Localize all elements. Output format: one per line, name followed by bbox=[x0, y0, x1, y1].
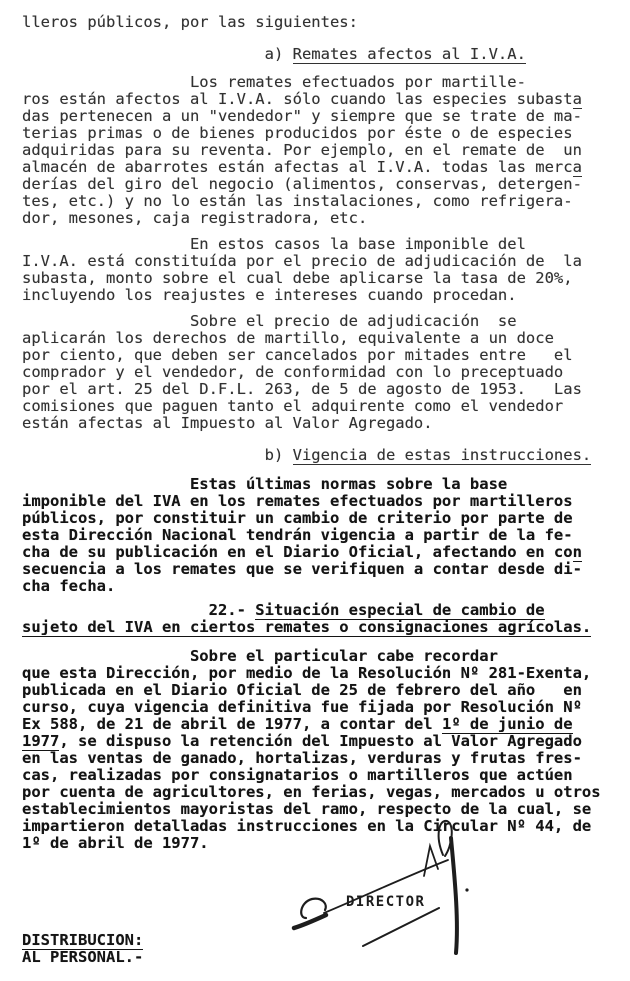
section-a-paragraph-1 bbox=[22, 74, 624, 227]
text-line: establecimientos mayoristas del ramo, respecto de la cual, se bbox=[22, 800, 592, 818]
opening-line bbox=[22, 14, 624, 31]
section-a-heading bbox=[22, 46, 624, 63]
text-line: lleros públicos, por las siguientes: bbox=[22, 13, 358, 31]
section-b-paragraph-1 bbox=[22, 476, 624, 595]
text-line: subasta, monto sobre el cual debe aplicarse la tasa de 20%, bbox=[22, 269, 573, 287]
text-line: por el art. 25 del D.F.L. 263, de 5 de agosto de 1953. Las bbox=[22, 380, 582, 398]
text-line: Sobre el particular cabe recordar bbox=[22, 647, 498, 665]
signature-scribble-icon bbox=[240, 812, 490, 967]
text-line: a) Remates afectos al I.V.A. bbox=[22, 45, 526, 63]
text-line: incluyendo los reajustes e intereses cuando procedan. bbox=[22, 286, 517, 304]
text-line: están afectas al Impuesto al Valor Agregado. bbox=[22, 414, 433, 432]
text-line: b) Vigencia de estas instrucciones. bbox=[22, 446, 592, 464]
text-line: por cuenta de agricultores, en ferias, vegas, mercados u otros bbox=[22, 783, 601, 801]
text-line: I.V.A. está constituída por el precio de adjudicación de la bbox=[22, 252, 582, 270]
text-line: terias primas o de bienes producidos por éste o de especies bbox=[22, 124, 573, 142]
section-a-paragraph-2 bbox=[22, 236, 624, 304]
text-line: Sobre el precio de adjudicación se bbox=[22, 312, 517, 330]
text-line: 22.- Situación especial de cambio de bbox=[22, 601, 545, 619]
text-line: En estos casos la base imponible del bbox=[22, 235, 526, 253]
distribution-value: AL PERSONAL.- bbox=[22, 948, 144, 966]
text-line: ros están afectos al I.V.A. sólo cuando las especies subasta bbox=[22, 90, 582, 108]
text-line: secuencia a los remates que se verifiquen a contar desde di- bbox=[22, 560, 582, 578]
text-line: curso, cuya vigencia definitiva fue fijada por Resolución Nº bbox=[22, 698, 582, 716]
document-body bbox=[22, 14, 624, 852]
text-line: Los remates efectuados por martille- bbox=[22, 73, 526, 91]
text-line: Estas últimas normas sobre la base bbox=[22, 475, 508, 493]
section-b-heading bbox=[22, 447, 624, 464]
text-line: comisiones que paguen tanto el adquirente como el vendedor bbox=[22, 397, 564, 415]
text-line: 1º de abril de 1977. bbox=[22, 834, 209, 852]
text-line: sujeto del IVA en ciertos remates o consignaciones agrícolas. bbox=[22, 618, 592, 636]
text-line: Ex 588, de 21 de abril de 1977, a contar del 1º de junio de bbox=[22, 715, 573, 733]
text-line: aplicarán los derechos de martillo, equivalente a un doce bbox=[22, 329, 554, 347]
section-a-paragraph-3 bbox=[22, 313, 624, 432]
text-line: cas, realizadas por consignatarios o martilleros que actúen bbox=[22, 766, 573, 784]
text-line: cha de su publicación en el Diario Oficial, afectando en con bbox=[22, 543, 582, 561]
text-line: almacén de abarrotes están afectas al I.V.A. todas las merca bbox=[22, 158, 582, 176]
text-line: publicada en el Diario Oficial de 25 de febrero del año en bbox=[22, 681, 582, 699]
distribution-label: DISTRIBUCION: bbox=[22, 931, 144, 949]
text-line: en las ventas de ganado, hortalizas, verduras y frutas fres- bbox=[22, 749, 582, 767]
text-line: que esta Dirección, por medio de la Resolución Nº 281-Exenta, bbox=[22, 664, 592, 682]
section-22-heading bbox=[22, 602, 624, 636]
text-line: cha fecha. bbox=[22, 577, 116, 595]
text-line: esta Dirección Nacional tendrán vigencia a partir de la fe- bbox=[22, 526, 573, 544]
text-line: derías del giro del negocio (alimentos, conservas, detergen- bbox=[22, 175, 582, 193]
distribution-block bbox=[22, 932, 143, 966]
text-line: comprador y el vendedor, de conformidad con lo preceptuado bbox=[22, 363, 564, 381]
text-line: tes, etc.) y no lo están las instalaciones, como refrigera- bbox=[22, 192, 573, 210]
text-line: públicos, por constituir un cambio de criterio por parte de bbox=[22, 509, 573, 527]
text-line: por ciento, que deben ser cancelados por mitades entre el bbox=[22, 346, 573, 364]
signature bbox=[240, 812, 490, 967]
director-label: DIRECTOR bbox=[346, 894, 426, 910]
text-line: adquiridas para su reventa. Por ejemplo, en el remate de un bbox=[22, 141, 582, 159]
text-line: das pertenecen a un "vendedor" y siempre que se trate de ma- bbox=[22, 107, 582, 125]
text-line: impartieron detalladas instrucciones en la Circular Nº 44, de bbox=[22, 817, 592, 835]
text-line: imponible del IVA en los remates efectuados por martilleros bbox=[22, 492, 573, 510]
text-line: 1977, se dispuso la retención del Impuesto al Valor Agregado bbox=[22, 732, 582, 750]
text-line: dor, mesones, caja registradora, etc. bbox=[22, 209, 368, 227]
